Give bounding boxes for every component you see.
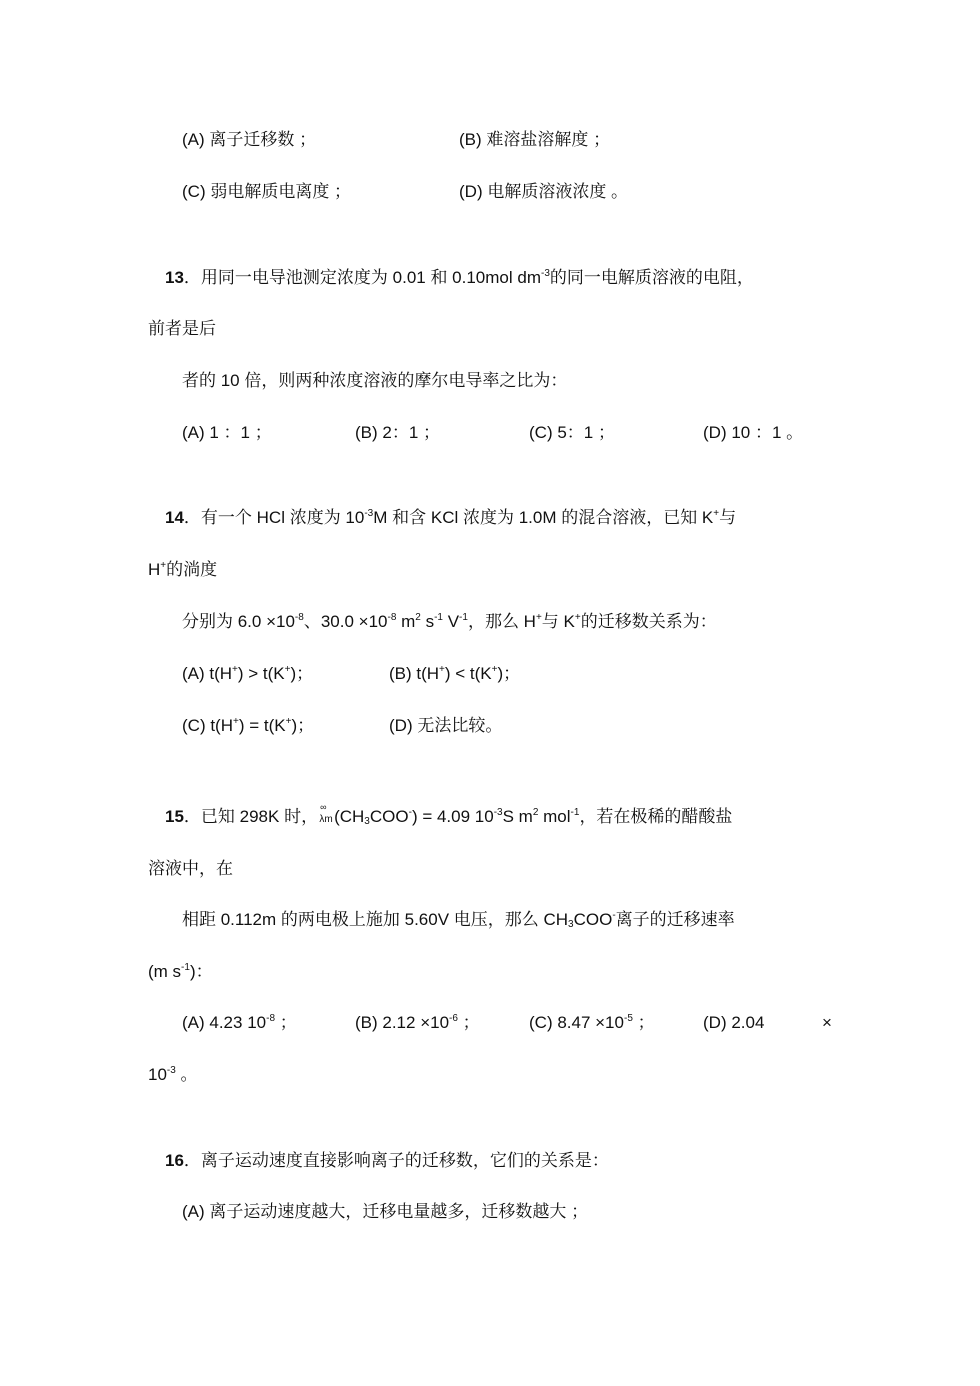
text: 、30.0 ×10 — [303, 612, 388, 631]
q12-option-b: (B) 难溶盐溶解度 ； — [459, 130, 611, 149]
question-number: 15 — [165, 807, 184, 826]
subscript: 3 — [364, 816, 370, 827]
q16-line-1 — [165, 1149, 609, 1173]
exponent: -1 — [434, 612, 443, 623]
text: ．离子运动速度直接影响离子的迁移数，它们的关系是： — [183, 1151, 609, 1170]
text: H — [148, 560, 161, 579]
infinity-mark: ∞ — [320, 802, 327, 812]
exponent: -3 — [541, 268, 550, 279]
text: (C) 8.47 ×10 — [529, 1013, 624, 1032]
q15-option-b — [355, 1011, 480, 1035]
text: )； — [497, 664, 521, 683]
q14-line-1 — [165, 506, 736, 530]
text: COO — [369, 807, 409, 826]
text: ．已知 298K 时， — [183, 807, 319, 826]
q15-line-1 — [165, 802, 733, 832]
exponent: -3 — [493, 807, 503, 818]
charge: - — [612, 910, 616, 921]
q13-option-c: (C) 5：1 ； — [529, 423, 615, 442]
text: 。 — [175, 1065, 198, 1084]
text: )； — [290, 664, 314, 683]
q14-option-a — [182, 662, 313, 686]
q12-option-d: (D) 电解质溶液浓度 。 — [459, 182, 629, 201]
exponent: -1 — [181, 962, 190, 973]
text: 与 — [719, 508, 737, 527]
text: ．有一个 HCl 浓度为 10 — [183, 508, 365, 527]
subscript: 3 — [568, 919, 574, 930]
exponent: 2 — [415, 612, 421, 623]
q14-option-c — [182, 714, 314, 738]
exponent: -6 — [449, 1013, 458, 1024]
exponent: -1 — [459, 612, 468, 623]
charge: + — [284, 664, 291, 675]
text: 的迁移数关系为： — [580, 612, 717, 631]
text: 离子的迁移速率 — [615, 910, 735, 929]
text: ) = t(K — [238, 716, 286, 735]
q16-option-a: (A) 离子运动速度越大，迁移电量越多，迁移数越大 ； — [182, 1202, 589, 1221]
charge: - — [408, 807, 412, 818]
lambda-symbol — [318, 802, 334, 832]
q15-option-d: (D) 2.04 — [703, 1013, 765, 1032]
text: 相距 0.112m 的两电极上施加 5.60V 电压，那么 CH — [182, 910, 569, 929]
text: M 和含 KCl 浓度为 1.0M 的混合溶液，已知 K — [373, 508, 714, 527]
q13-option-d: (D) 10 ：1 。 — [703, 423, 804, 442]
text: ) < t(K — [444, 664, 492, 683]
q13-option-b: (B) 2：1 ； — [355, 423, 441, 442]
times-symbol: × — [822, 1013, 832, 1032]
q13-line-1 — [165, 266, 754, 290]
exponent: -8 — [266, 1013, 276, 1024]
text: ，那么 H — [467, 612, 536, 631]
exponent: -1 — [570, 807, 580, 818]
exponent: -8 — [387, 612, 397, 623]
text: (m s — [148, 962, 182, 981]
q13-line-3: 者的 10 倍，则两种浓度溶液的摩尔电导率之比为： — [182, 371, 568, 390]
q15-line-4 — [148, 960, 213, 984]
q15-line-3 — [182, 908, 735, 932]
text: (B) t(H — [389, 664, 440, 683]
exponent: -3 — [364, 508, 374, 519]
exponent: 2 — [532, 807, 539, 818]
q15-line-6 — [148, 1063, 198, 1087]
charge: + — [285, 716, 292, 727]
exponent: -3 — [166, 1065, 176, 1076]
text: (A) 4.23 10 — [182, 1013, 267, 1032]
charge: + — [491, 664, 498, 675]
text: COO — [573, 910, 613, 929]
q12-option-c: (C) 弱电解质电离度 ； — [182, 182, 352, 201]
text: 分别为 6.0 ×10 — [182, 612, 295, 631]
text: m — [396, 612, 416, 631]
charge: + — [439, 664, 445, 675]
text: ) = 4.09 10 — [411, 807, 494, 826]
q14-option-b — [389, 662, 520, 686]
question-number: 16 — [165, 1151, 184, 1170]
text: 的淌度 — [166, 560, 218, 579]
charge: + — [232, 664, 238, 675]
q15-option-a — [182, 1011, 297, 1035]
text: s — [420, 612, 435, 631]
text: (B) 2.12 ×10 — [355, 1013, 450, 1032]
text: mol — [538, 807, 571, 826]
text: 的同一电解质溶液的电阻， — [549, 268, 754, 287]
question-number: 13 — [165, 268, 184, 287]
charge: + — [535, 612, 542, 623]
q13-option-a: (A) 1 ：1 ； — [182, 423, 272, 442]
text: )； — [291, 716, 315, 735]
text: 10 — [148, 1065, 167, 1084]
text: )： — [189, 962, 213, 981]
q15-line-2: 溶液中，在 — [148, 859, 233, 878]
q15-option-c — [529, 1011, 655, 1035]
charge: + — [232, 716, 239, 727]
q14-option-d: (D) 无法比较。 — [389, 716, 503, 735]
text: 与 K — [541, 612, 575, 631]
exponent: -5 — [623, 1013, 633, 1024]
q13-line-2: 前者是后 — [148, 319, 216, 338]
text: ) > t(K — [237, 664, 285, 683]
text: ； — [457, 1013, 480, 1032]
charge: + — [574, 612, 581, 623]
lambda-text: λm — [319, 814, 333, 825]
q14-line-2 — [148, 558, 217, 582]
text: ； — [275, 1013, 297, 1032]
text: ； — [632, 1013, 655, 1032]
text: ．用同一电导池测定浓度为 0.01 和 0.10mol dm — [183, 268, 541, 287]
q12-option-a: (A) 离子迁移数 ； — [182, 130, 317, 149]
text: (A) t(H — [182, 664, 233, 683]
charge: + — [160, 560, 167, 571]
question-number: 14 — [165, 508, 184, 527]
text: (CH — [334, 807, 365, 826]
exponent: -8 — [294, 612, 304, 623]
text: S m — [502, 807, 533, 826]
text: ，若在极稀的醋酸盐 — [579, 807, 733, 826]
text: V — [442, 612, 460, 631]
q14-line-3 — [182, 610, 717, 634]
text: (C) t(H — [182, 716, 233, 735]
charge: + — [713, 508, 720, 519]
